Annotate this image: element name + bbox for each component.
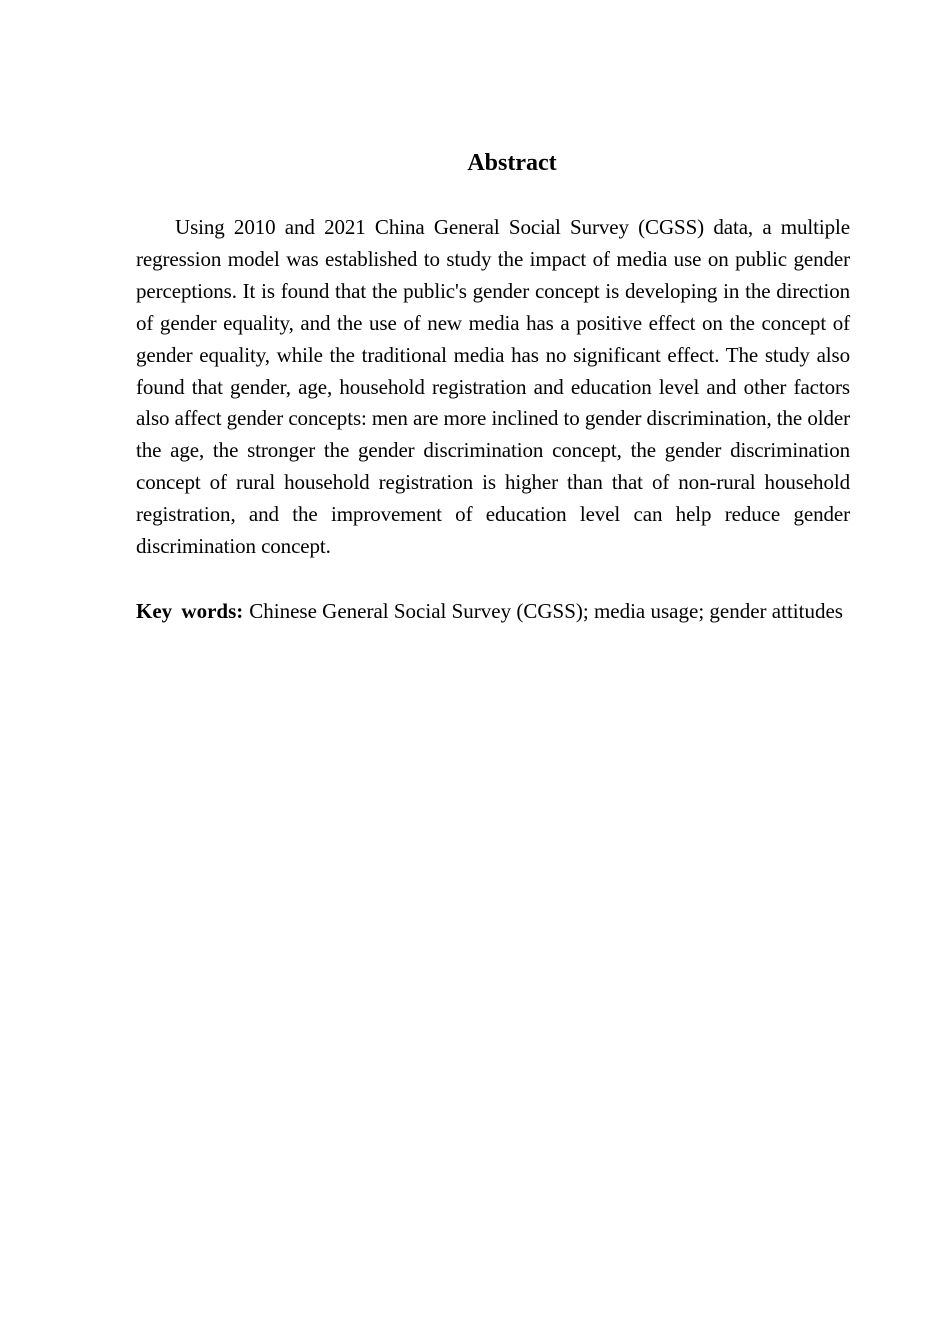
keywords-label: Key words: (136, 599, 244, 623)
keywords-section (136, 595, 850, 627)
abstract-paragraph: Using 2010 and 2021 China General Social Survey (CGSS) data, a multiple regression model was established to study the impact of media use on public gender perceptions. It is found that the public's gender concept is developing in the direction of gender equality, and the use of new media has a positive effect on the concept of gender equality, while the traditional media has no significant effect. The study also found that gender, age, household registration and education level and other factors also affect gender concepts: men are more inclined to gender discrimination, the older the age, the stronger the gender discrimination concept, the gender discrimination concept of rural household registration is higher than that of non-rural household registration, and the improvement of education level can help reduce gender discrimination concept. (136, 215, 850, 559)
abstract-title: Abstract (467, 150, 557, 176)
keywords-text: Chinese General Social Survey (CGSS); media usage; gender attitudes (249, 599, 843, 623)
